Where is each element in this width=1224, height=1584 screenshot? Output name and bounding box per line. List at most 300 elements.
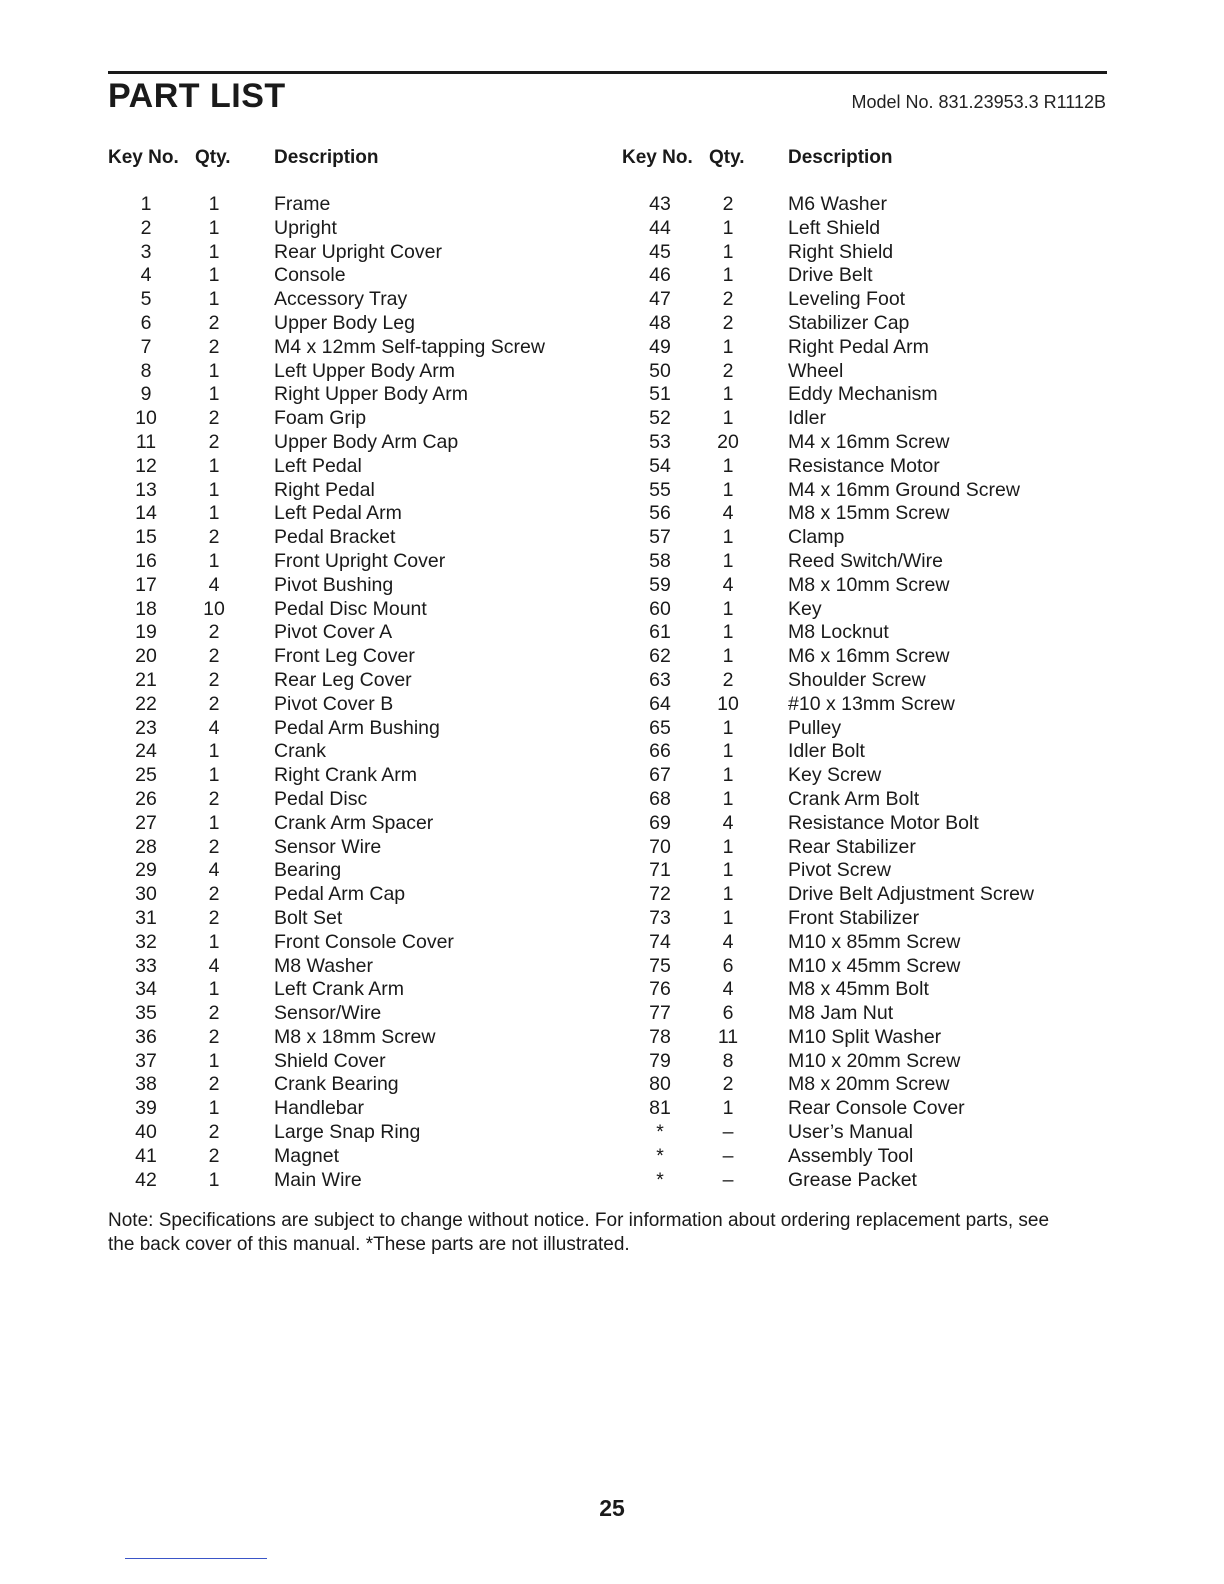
part-row bbox=[622, 1121, 1122, 1145]
part-row bbox=[622, 955, 1122, 979]
description-cell: Shield Cover bbox=[274, 1049, 386, 1072]
key-no-cell: 29 bbox=[135, 859, 157, 882]
description-cell: Right Crank Arm bbox=[274, 764, 418, 787]
qty-cell: 1 bbox=[722, 740, 734, 763]
key-no-cell: 10 bbox=[135, 407, 157, 430]
key-no-cell: 24 bbox=[135, 740, 157, 763]
part-row bbox=[622, 574, 1122, 598]
description-cell: Left Shield bbox=[788, 216, 881, 239]
key-no-cell: 2 bbox=[140, 216, 152, 239]
decorative-line bbox=[125, 1558, 267, 1559]
key-no-cell: 57 bbox=[649, 526, 671, 549]
key-no-cell: * bbox=[656, 1168, 664, 1191]
key-no-cell: 71 bbox=[649, 859, 671, 882]
qty-cell: 6 bbox=[722, 1002, 734, 1025]
part-row bbox=[108, 1002, 608, 1026]
qty-cell: 1 bbox=[722, 787, 734, 810]
key-no-cell: 25 bbox=[135, 764, 157, 787]
description-cell: Pedal Arm Bushing bbox=[274, 716, 440, 739]
description-cell: Key Screw bbox=[788, 764, 882, 787]
key-no-cell: 66 bbox=[649, 740, 671, 763]
qty-cell: 1 bbox=[208, 288, 220, 311]
key-no-cell: 16 bbox=[135, 549, 157, 572]
key-no-cell: 38 bbox=[135, 1073, 157, 1096]
description-cell: Pedal Disc Mount bbox=[274, 597, 427, 620]
part-row bbox=[622, 360, 1122, 384]
part-row bbox=[108, 931, 608, 955]
key-no-cell: 47 bbox=[649, 288, 671, 311]
description-cell: Magnet bbox=[274, 1144, 340, 1167]
description-cell: Right Pedal bbox=[274, 478, 375, 501]
description-cell: Pedal Disc bbox=[274, 787, 368, 810]
key-no-cell: 55 bbox=[649, 478, 671, 501]
key-no-cell: 39 bbox=[135, 1097, 157, 1120]
description-cell: M8 Washer bbox=[274, 954, 373, 977]
part-row bbox=[108, 693, 608, 717]
description-cell: Upright bbox=[274, 216, 337, 239]
qty-cell: 1 bbox=[208, 240, 220, 263]
qty-cell: 2 bbox=[208, 668, 220, 691]
part-row bbox=[108, 788, 608, 812]
description-cell: Pulley bbox=[788, 716, 842, 739]
qty-cell: 1 bbox=[208, 811, 220, 834]
key-no-cell: 5 bbox=[140, 288, 152, 311]
qty-cell: 1 bbox=[208, 764, 220, 787]
key-no-cell: 70 bbox=[649, 835, 671, 858]
description-cell: Drive Belt Adjustment Screw bbox=[788, 883, 1035, 906]
qty-cell: 2 bbox=[722, 1073, 734, 1096]
description-cell: M10 x 20mm Screw bbox=[788, 1049, 961, 1072]
key-no-cell: 36 bbox=[135, 1025, 157, 1048]
qty-cell: 2 bbox=[208, 835, 220, 858]
qty-cell: 1 bbox=[722, 906, 734, 929]
qty-cell: 1 bbox=[722, 645, 734, 668]
key-no-cell: 75 bbox=[649, 954, 671, 977]
footnote-line-2: the back cover of this manual. *These parts are not illustrated. bbox=[108, 1234, 630, 1255]
description-cell: Large Snap Ring bbox=[274, 1121, 421, 1144]
key-no-cell: 68 bbox=[649, 787, 671, 810]
part-row bbox=[622, 669, 1122, 693]
description-cell: Rear Console Cover bbox=[788, 1097, 965, 1120]
part-row bbox=[622, 383, 1122, 407]
qty-cell: 4 bbox=[722, 811, 734, 834]
description-cell: M10 x 45mm Screw bbox=[788, 954, 961, 977]
qty-cell: 2 bbox=[722, 668, 734, 691]
description-cell: Rear Leg Cover bbox=[274, 668, 412, 691]
key-no-cell: 11 bbox=[135, 430, 157, 453]
description-cell: Foam Grip bbox=[274, 407, 367, 430]
description-cell: Console bbox=[274, 264, 346, 287]
qty-cell: 2 bbox=[208, 311, 220, 334]
qty-cell: 1 bbox=[722, 407, 734, 430]
part-row bbox=[622, 550, 1122, 574]
key-no-cell: 59 bbox=[649, 573, 671, 596]
description-cell: Left Pedal Arm bbox=[274, 502, 402, 525]
part-row bbox=[622, 859, 1122, 883]
qty-cell: 2 bbox=[208, 1002, 220, 1025]
description-cell: Pedal Bracket bbox=[274, 526, 396, 549]
part-row bbox=[108, 264, 608, 288]
key-no-cell: 12 bbox=[135, 454, 157, 477]
description-cell: Shoulder Screw bbox=[788, 668, 926, 691]
description-cell: #10 x 13mm Screw bbox=[788, 692, 955, 715]
part-row bbox=[622, 1097, 1122, 1121]
header-rule bbox=[108, 71, 1107, 74]
qty-cell: 1 bbox=[722, 764, 734, 787]
qty-cell: 1 bbox=[722, 597, 734, 620]
qty-cell: 1 bbox=[208, 454, 220, 477]
description-cell: Sensor Wire bbox=[274, 835, 382, 858]
part-row bbox=[622, 978, 1122, 1002]
key-no-cell: 30 bbox=[135, 883, 157, 906]
description-cell: Handlebar bbox=[274, 1097, 364, 1120]
qty-cell: 4 bbox=[208, 954, 220, 977]
qty-cell: 1 bbox=[722, 526, 734, 549]
description-cell: Right Pedal Arm bbox=[788, 335, 929, 358]
description-cell: Key bbox=[788, 597, 822, 620]
qty-cell: 1 bbox=[722, 883, 734, 906]
key-no-cell: 80 bbox=[649, 1073, 671, 1096]
part-row bbox=[622, 455, 1122, 479]
description-cell: Left Pedal bbox=[274, 454, 362, 477]
qty-cell: 2 bbox=[208, 526, 220, 549]
description-cell: M6 Washer bbox=[788, 193, 887, 215]
description-cell: Frame bbox=[274, 193, 331, 215]
qty-cell: 1 bbox=[208, 1049, 220, 1072]
key-no-cell: 62 bbox=[649, 645, 671, 668]
key-no-cell: 41 bbox=[135, 1144, 157, 1167]
description-cell: Resistance Motor bbox=[788, 454, 940, 477]
qty-cell: 8 bbox=[722, 1049, 734, 1072]
qty-cell: 1 bbox=[208, 740, 220, 763]
description-cell: Pedal Arm Cap bbox=[274, 883, 406, 906]
qty-cell: 11 bbox=[717, 1025, 739, 1048]
description-cell: Front Console Cover bbox=[274, 930, 454, 953]
description-header: Description bbox=[788, 147, 893, 168]
qty-cell: 2 bbox=[208, 787, 220, 810]
description-cell: Grease Packet bbox=[788, 1168, 917, 1191]
part-row bbox=[622, 502, 1122, 526]
part-row bbox=[108, 193, 608, 217]
qty-cell: 2 bbox=[208, 1073, 220, 1096]
key-no-cell: 20 bbox=[135, 645, 157, 668]
part-row bbox=[108, 955, 608, 979]
description-cell: M10 Split Washer bbox=[788, 1025, 942, 1048]
key-no-cell: 51 bbox=[649, 383, 671, 406]
description-cell: Sensor/Wire bbox=[274, 1002, 382, 1025]
description-cell: User’s Manual bbox=[788, 1121, 913, 1144]
key-no-cell: 27 bbox=[135, 811, 157, 834]
key-no-cell: 28 bbox=[135, 835, 157, 858]
description-cell: M8 x 20mm Screw bbox=[788, 1073, 950, 1096]
part-row bbox=[622, 1145, 1122, 1169]
qty-cell: 2 bbox=[722, 288, 734, 311]
key-no-cell: 78 bbox=[649, 1025, 671, 1048]
part-row bbox=[622, 479, 1122, 503]
key-no-cell: 14 bbox=[135, 502, 157, 525]
footnote bbox=[108, 1209, 1108, 1257]
qty-cell: 1 bbox=[208, 193, 220, 215]
part-row bbox=[108, 502, 608, 526]
part-row bbox=[108, 241, 608, 265]
part-row bbox=[108, 479, 608, 503]
key-no-cell: 44 bbox=[649, 216, 671, 239]
description-cell: Upper Body Arm Cap bbox=[274, 430, 459, 453]
qty-cell: 1 bbox=[208, 1097, 220, 1120]
qty-cell: 1 bbox=[722, 478, 734, 501]
description-cell: Pivot Cover A bbox=[274, 621, 393, 644]
part-row bbox=[108, 407, 608, 431]
part-row bbox=[108, 1169, 608, 1193]
qty-cell: 4 bbox=[722, 502, 734, 525]
key-no-cell: 73 bbox=[649, 906, 671, 929]
qty-cell: 1 bbox=[208, 264, 220, 287]
qty-cell: 4 bbox=[208, 573, 220, 596]
description-cell: Pivot Bushing bbox=[274, 573, 394, 596]
description-cell: Left Crank Arm bbox=[274, 978, 405, 1001]
description-cell: Accessory Tray bbox=[274, 288, 408, 311]
key-no-cell: 63 bbox=[649, 668, 671, 691]
key-no-cell: 8 bbox=[140, 359, 152, 382]
key-no-cell: 3 bbox=[140, 240, 152, 263]
description-cell: Bolt Set bbox=[274, 906, 343, 929]
qty-cell: 2 bbox=[722, 359, 734, 382]
qty-cell: 2 bbox=[208, 906, 220, 929]
qty-cell: 1 bbox=[722, 716, 734, 739]
part-row bbox=[108, 645, 608, 669]
qty-cell: 4 bbox=[208, 859, 220, 882]
description-cell: Resistance Motor Bolt bbox=[788, 811, 979, 834]
key-no-cell: 34 bbox=[135, 978, 157, 1001]
qty-cell: 2 bbox=[722, 311, 734, 334]
part-row bbox=[108, 740, 608, 764]
description-cell: Front Leg Cover bbox=[274, 645, 415, 668]
qty-cell: 1 bbox=[722, 216, 734, 239]
part-row bbox=[108, 883, 608, 907]
description-cell: Upper Body Leg bbox=[274, 311, 415, 334]
parts-list-left bbox=[108, 193, 608, 1192]
part-row bbox=[622, 407, 1122, 431]
description-cell: Reed Switch/Wire bbox=[788, 549, 943, 572]
part-row bbox=[108, 455, 608, 479]
key-no-cell: 19 bbox=[135, 621, 157, 644]
qty-cell: 1 bbox=[722, 454, 734, 477]
key-no-cell: 74 bbox=[649, 930, 671, 953]
part-row bbox=[622, 621, 1122, 645]
qty-header: Qty. bbox=[709, 147, 745, 168]
description-cell: Drive Belt bbox=[788, 264, 873, 287]
key-no-cell: 40 bbox=[135, 1121, 157, 1144]
part-row bbox=[108, 669, 608, 693]
key-no-cell: 69 bbox=[649, 811, 671, 834]
qty-cell: 2 bbox=[208, 407, 220, 430]
description-cell: M8 x 18mm Screw bbox=[274, 1025, 436, 1048]
part-row bbox=[108, 431, 608, 455]
description-cell: Stabilizer Cap bbox=[788, 311, 910, 334]
qty-cell: 1 bbox=[208, 216, 220, 239]
qty-cell: – bbox=[722, 1144, 734, 1167]
qty-cell: 1 bbox=[722, 240, 734, 263]
parts-list-right bbox=[622, 193, 1122, 1192]
part-row bbox=[622, 431, 1122, 455]
qty-header: Qty. bbox=[195, 147, 231, 168]
key-no-cell: 48 bbox=[649, 311, 671, 334]
part-row bbox=[108, 812, 608, 836]
part-row bbox=[108, 621, 608, 645]
part-row bbox=[108, 836, 608, 860]
part-row bbox=[622, 598, 1122, 622]
qty-cell: 1 bbox=[722, 549, 734, 572]
part-row bbox=[622, 1050, 1122, 1074]
description-cell: Assembly Tool bbox=[788, 1144, 914, 1167]
description-cell: Crank bbox=[274, 740, 327, 763]
key-no-cell: 53 bbox=[649, 430, 671, 453]
key-no-cell: 65 bbox=[649, 716, 671, 739]
part-row bbox=[622, 264, 1122, 288]
qty-cell: 1 bbox=[722, 383, 734, 406]
key-no-cell: 37 bbox=[135, 1049, 157, 1072]
part-row bbox=[622, 1026, 1122, 1050]
page-number: 25 bbox=[599, 1495, 625, 1521]
part-row bbox=[622, 693, 1122, 717]
description-cell: Crank Bearing bbox=[274, 1073, 399, 1096]
part-row bbox=[108, 598, 608, 622]
part-row bbox=[108, 764, 608, 788]
key-no-cell: * bbox=[656, 1121, 664, 1144]
part-row bbox=[108, 1026, 608, 1050]
part-row bbox=[622, 288, 1122, 312]
part-row bbox=[108, 217, 608, 241]
qty-cell: 1 bbox=[208, 930, 220, 953]
qty-cell: 1 bbox=[722, 1097, 734, 1120]
qty-cell: 1 bbox=[208, 383, 220, 406]
qty-cell: 4 bbox=[722, 573, 734, 596]
description-cell: M4 x 16mm Ground Screw bbox=[788, 478, 1020, 501]
key-no-cell: 6 bbox=[140, 311, 152, 334]
part-row bbox=[622, 717, 1122, 741]
key-no-cell: 43 bbox=[649, 193, 671, 215]
qty-cell: 1 bbox=[722, 335, 734, 358]
description-cell: M10 x 85mm Screw bbox=[788, 930, 961, 953]
part-row bbox=[622, 931, 1122, 955]
key-no-cell: 42 bbox=[135, 1168, 157, 1191]
qty-cell: 2 bbox=[208, 1144, 220, 1167]
key-no-cell: 46 bbox=[649, 264, 671, 287]
footnote-line-1: Note: Specifications are subject to change without notice. For information about ordering replacement parts, see bbox=[108, 1210, 1050, 1231]
qty-cell: 4 bbox=[208, 716, 220, 739]
key-no-cell: 56 bbox=[649, 502, 671, 525]
key-no-header: Key No. bbox=[108, 147, 179, 168]
key-no-cell: 31 bbox=[135, 906, 157, 929]
qty-cell: 2 bbox=[208, 883, 220, 906]
description-cell: Left Upper Body Arm bbox=[274, 359, 456, 382]
part-row bbox=[108, 574, 608, 598]
part-row bbox=[622, 764, 1122, 788]
qty-cell: – bbox=[722, 1121, 734, 1144]
description-cell: M4 x 16mm Screw bbox=[788, 430, 950, 453]
key-no-cell: 13 bbox=[135, 478, 157, 501]
description-cell: M8 Jam Nut bbox=[788, 1002, 894, 1025]
description-cell: Rear Upright Cover bbox=[274, 240, 442, 263]
qty-cell: 10 bbox=[203, 597, 225, 620]
part-row bbox=[108, 336, 608, 360]
part-row bbox=[108, 526, 608, 550]
part-row bbox=[622, 883, 1122, 907]
key-no-cell: 1 bbox=[140, 193, 152, 215]
description-cell: Right Upper Body Arm bbox=[274, 383, 469, 406]
part-row bbox=[622, 193, 1122, 217]
key-no-cell: 54 bbox=[649, 454, 671, 477]
part-row bbox=[108, 978, 608, 1002]
qty-cell: 1 bbox=[208, 478, 220, 501]
description-cell: Bearing bbox=[274, 859, 342, 882]
part-row bbox=[622, 788, 1122, 812]
qty-cell: 2 bbox=[208, 335, 220, 358]
key-no-cell: 22 bbox=[135, 692, 157, 715]
qty-cell: 6 bbox=[722, 954, 734, 977]
part-row bbox=[108, 312, 608, 336]
part-row bbox=[622, 812, 1122, 836]
part-row bbox=[108, 1145, 608, 1169]
description-cell: Crank Arm Spacer bbox=[274, 811, 434, 834]
key-no-cell: 9 bbox=[140, 383, 152, 406]
description-cell: Eddy Mechanism bbox=[788, 383, 938, 406]
key-no-cell: 77 bbox=[649, 1002, 671, 1025]
description-cell: Wheel bbox=[788, 359, 844, 382]
description-cell: Rear Stabilizer bbox=[788, 835, 916, 858]
model-number: Model No. 831.23953.3 R1112B bbox=[851, 92, 1106, 112]
key-no-cell: 33 bbox=[135, 954, 157, 977]
description-cell: M6 x 16mm Screw bbox=[788, 645, 950, 668]
qty-cell: 4 bbox=[722, 978, 734, 1001]
key-no-cell: 61 bbox=[649, 621, 671, 644]
key-no-cell: 58 bbox=[649, 549, 671, 572]
key-no-cell: 7 bbox=[140, 335, 152, 358]
part-row bbox=[622, 740, 1122, 764]
part-row bbox=[108, 1097, 608, 1121]
qty-cell: 1 bbox=[208, 978, 220, 1001]
qty-cell: 4 bbox=[722, 930, 734, 953]
qty-cell: 1 bbox=[208, 1168, 220, 1191]
part-row bbox=[108, 1121, 608, 1145]
description-cell: Pivot Cover B bbox=[274, 692, 394, 715]
description-cell: M4 x 12mm Self-tapping Screw bbox=[274, 335, 545, 358]
qty-cell: 2 bbox=[208, 430, 220, 453]
key-no-cell: 15 bbox=[135, 526, 157, 549]
description-cell: Main Wire bbox=[274, 1168, 362, 1191]
part-row bbox=[108, 550, 608, 574]
key-no-cell: 50 bbox=[649, 359, 671, 382]
part-row bbox=[108, 717, 608, 741]
part-row bbox=[108, 360, 608, 384]
key-no-cell: 21 bbox=[135, 668, 157, 691]
qty-cell: 2 bbox=[208, 621, 220, 644]
qty-cell: 20 bbox=[717, 430, 739, 453]
description-cell: M8 x 15mm Screw bbox=[788, 502, 950, 525]
part-row bbox=[622, 1002, 1122, 1026]
key-no-cell: 64 bbox=[649, 692, 671, 715]
part-row bbox=[108, 288, 608, 312]
qty-cell: 1 bbox=[722, 264, 734, 287]
key-no-cell: 35 bbox=[135, 1002, 157, 1025]
part-row bbox=[622, 1073, 1122, 1097]
qty-cell: 1 bbox=[208, 502, 220, 525]
part-row bbox=[622, 217, 1122, 241]
key-no-cell: 23 bbox=[135, 716, 157, 739]
key-no-cell: 49 bbox=[649, 335, 671, 358]
key-no-cell: 72 bbox=[649, 883, 671, 906]
description-cell: Clamp bbox=[788, 526, 845, 549]
